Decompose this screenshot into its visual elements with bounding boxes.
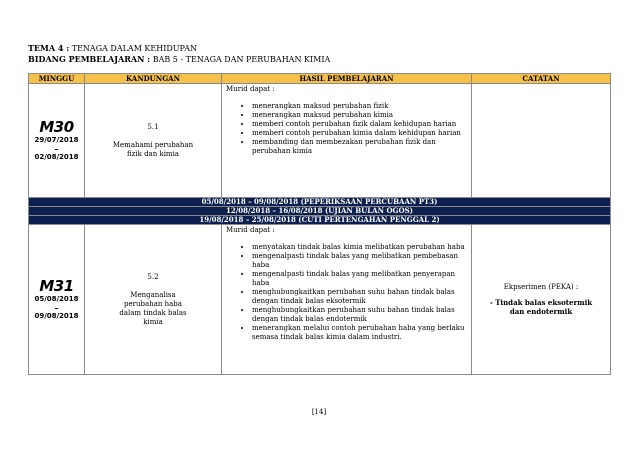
tema-line xyxy=(28,43,330,54)
list-item: • menghubungkaitkan perubahan suhu bahan tindak balas dengan tindak balas endotermik xyxy=(252,306,469,324)
page-number: [14] xyxy=(311,408,327,416)
hasil-list xyxy=(226,243,469,342)
date-start: 05/08/2018 xyxy=(34,295,79,303)
kandungan-text: Menganalisa perubahan haba dalam tindak balas kimia xyxy=(119,290,187,326)
catatan-cell xyxy=(472,84,611,198)
table-row-m30 xyxy=(29,84,611,198)
catatan-cell xyxy=(472,225,611,375)
bidang-label: BIDANG PEMBELAJARAN : xyxy=(28,54,151,64)
week-code: M30 xyxy=(39,118,74,136)
hasil-cell xyxy=(222,84,472,198)
week-cell xyxy=(29,84,85,198)
bidang-value: BAB 5 - TENAGA DAN PERUBAHAN KIMIA xyxy=(152,55,331,64)
header-hasil: HASIL PEMBELAJARAN xyxy=(222,74,472,84)
document-heading xyxy=(28,43,330,65)
hasil-intro: Murid dapat : xyxy=(226,85,275,93)
list-item: • memberi contoh perubahan kimia dalam kehidupan harian xyxy=(252,129,469,138)
hasil-cell xyxy=(222,225,472,375)
lesson-plan-table xyxy=(28,73,611,375)
band-ujian: 12/08/2018 – 16/08/2018 (UJIAN BULAN OGOS) xyxy=(29,207,611,216)
tema-label: TEMA 4 : xyxy=(28,43,70,53)
header-minggu: MINGGU xyxy=(29,74,85,84)
catatan-title: Ekpserimen (PEKA) : xyxy=(503,283,579,291)
kandungan-number: 5.2 xyxy=(147,272,159,281)
hasil-list xyxy=(226,102,469,156)
list-item: • menerangkan maksud perubahan kimia xyxy=(252,111,469,120)
date-end: 02/08/2018 xyxy=(34,153,79,161)
table-header-row xyxy=(29,74,611,84)
date-dash: – xyxy=(54,303,59,313)
list-item: • mengenalpasti tindak balas yang melibatkan penyerapan haba xyxy=(252,270,469,288)
date-start: 29/07/2018 xyxy=(34,136,79,144)
list-item: • mengenalpasti tindak balas yang melibatkan pembebasan haba xyxy=(252,252,469,270)
date-dash: – xyxy=(54,144,59,154)
header-kandungan: KANDUNGAN xyxy=(85,74,222,84)
list-item: • menerangkan melalui contoh perubahan haba yang berlaku semasa tindak balas kimia dalam industri. xyxy=(252,324,469,342)
tema-value: TENAGA DALAM KEHIDUPAN xyxy=(71,44,197,53)
hasil-intro: Murid dapat : xyxy=(226,226,275,234)
date-end: 09/08/2018 xyxy=(34,312,79,320)
band-cuti: 19/08/2018 – 25/08/2018 (CUTI PERTENGAHAN PENGGAL 2) xyxy=(29,216,611,225)
band-percubaan: 05/08/2018 – 09/08/2018 (PEPERIKSAAN PERCUBAAN PT3) xyxy=(29,198,611,207)
list-item: • menghubungkaitkan perubahan suhu bahan tindak balas dengan tindak balas eksotermik xyxy=(252,288,469,306)
bidang-line xyxy=(28,54,330,65)
kandungan-text: Memahami perubahan fizik dan kimia xyxy=(112,140,194,158)
list-item: • membanding dan membezakan perubahan fizik dan perubahan kimia xyxy=(252,138,469,156)
kandungan-cell xyxy=(85,225,222,375)
catatan-activity: - Tindak balas eksotermik dan endotermik xyxy=(489,298,593,316)
week-code: M31 xyxy=(39,277,74,295)
week-cell xyxy=(29,225,85,375)
list-item: • menyatakan tindak balas kimia melibatkan perubahan haba xyxy=(252,243,469,252)
table-row-m31 xyxy=(29,225,611,375)
list-item: • menerangkan maksud perubahan fizik xyxy=(252,102,469,111)
band-row xyxy=(29,216,611,225)
header-catatan: CATATAN xyxy=(472,74,611,84)
kandungan-number: 5.1 xyxy=(147,122,159,131)
list-item: • memberi contoh perubahan fizik dalam kehidupan harian xyxy=(252,120,469,129)
kandungan-cell xyxy=(85,84,222,198)
